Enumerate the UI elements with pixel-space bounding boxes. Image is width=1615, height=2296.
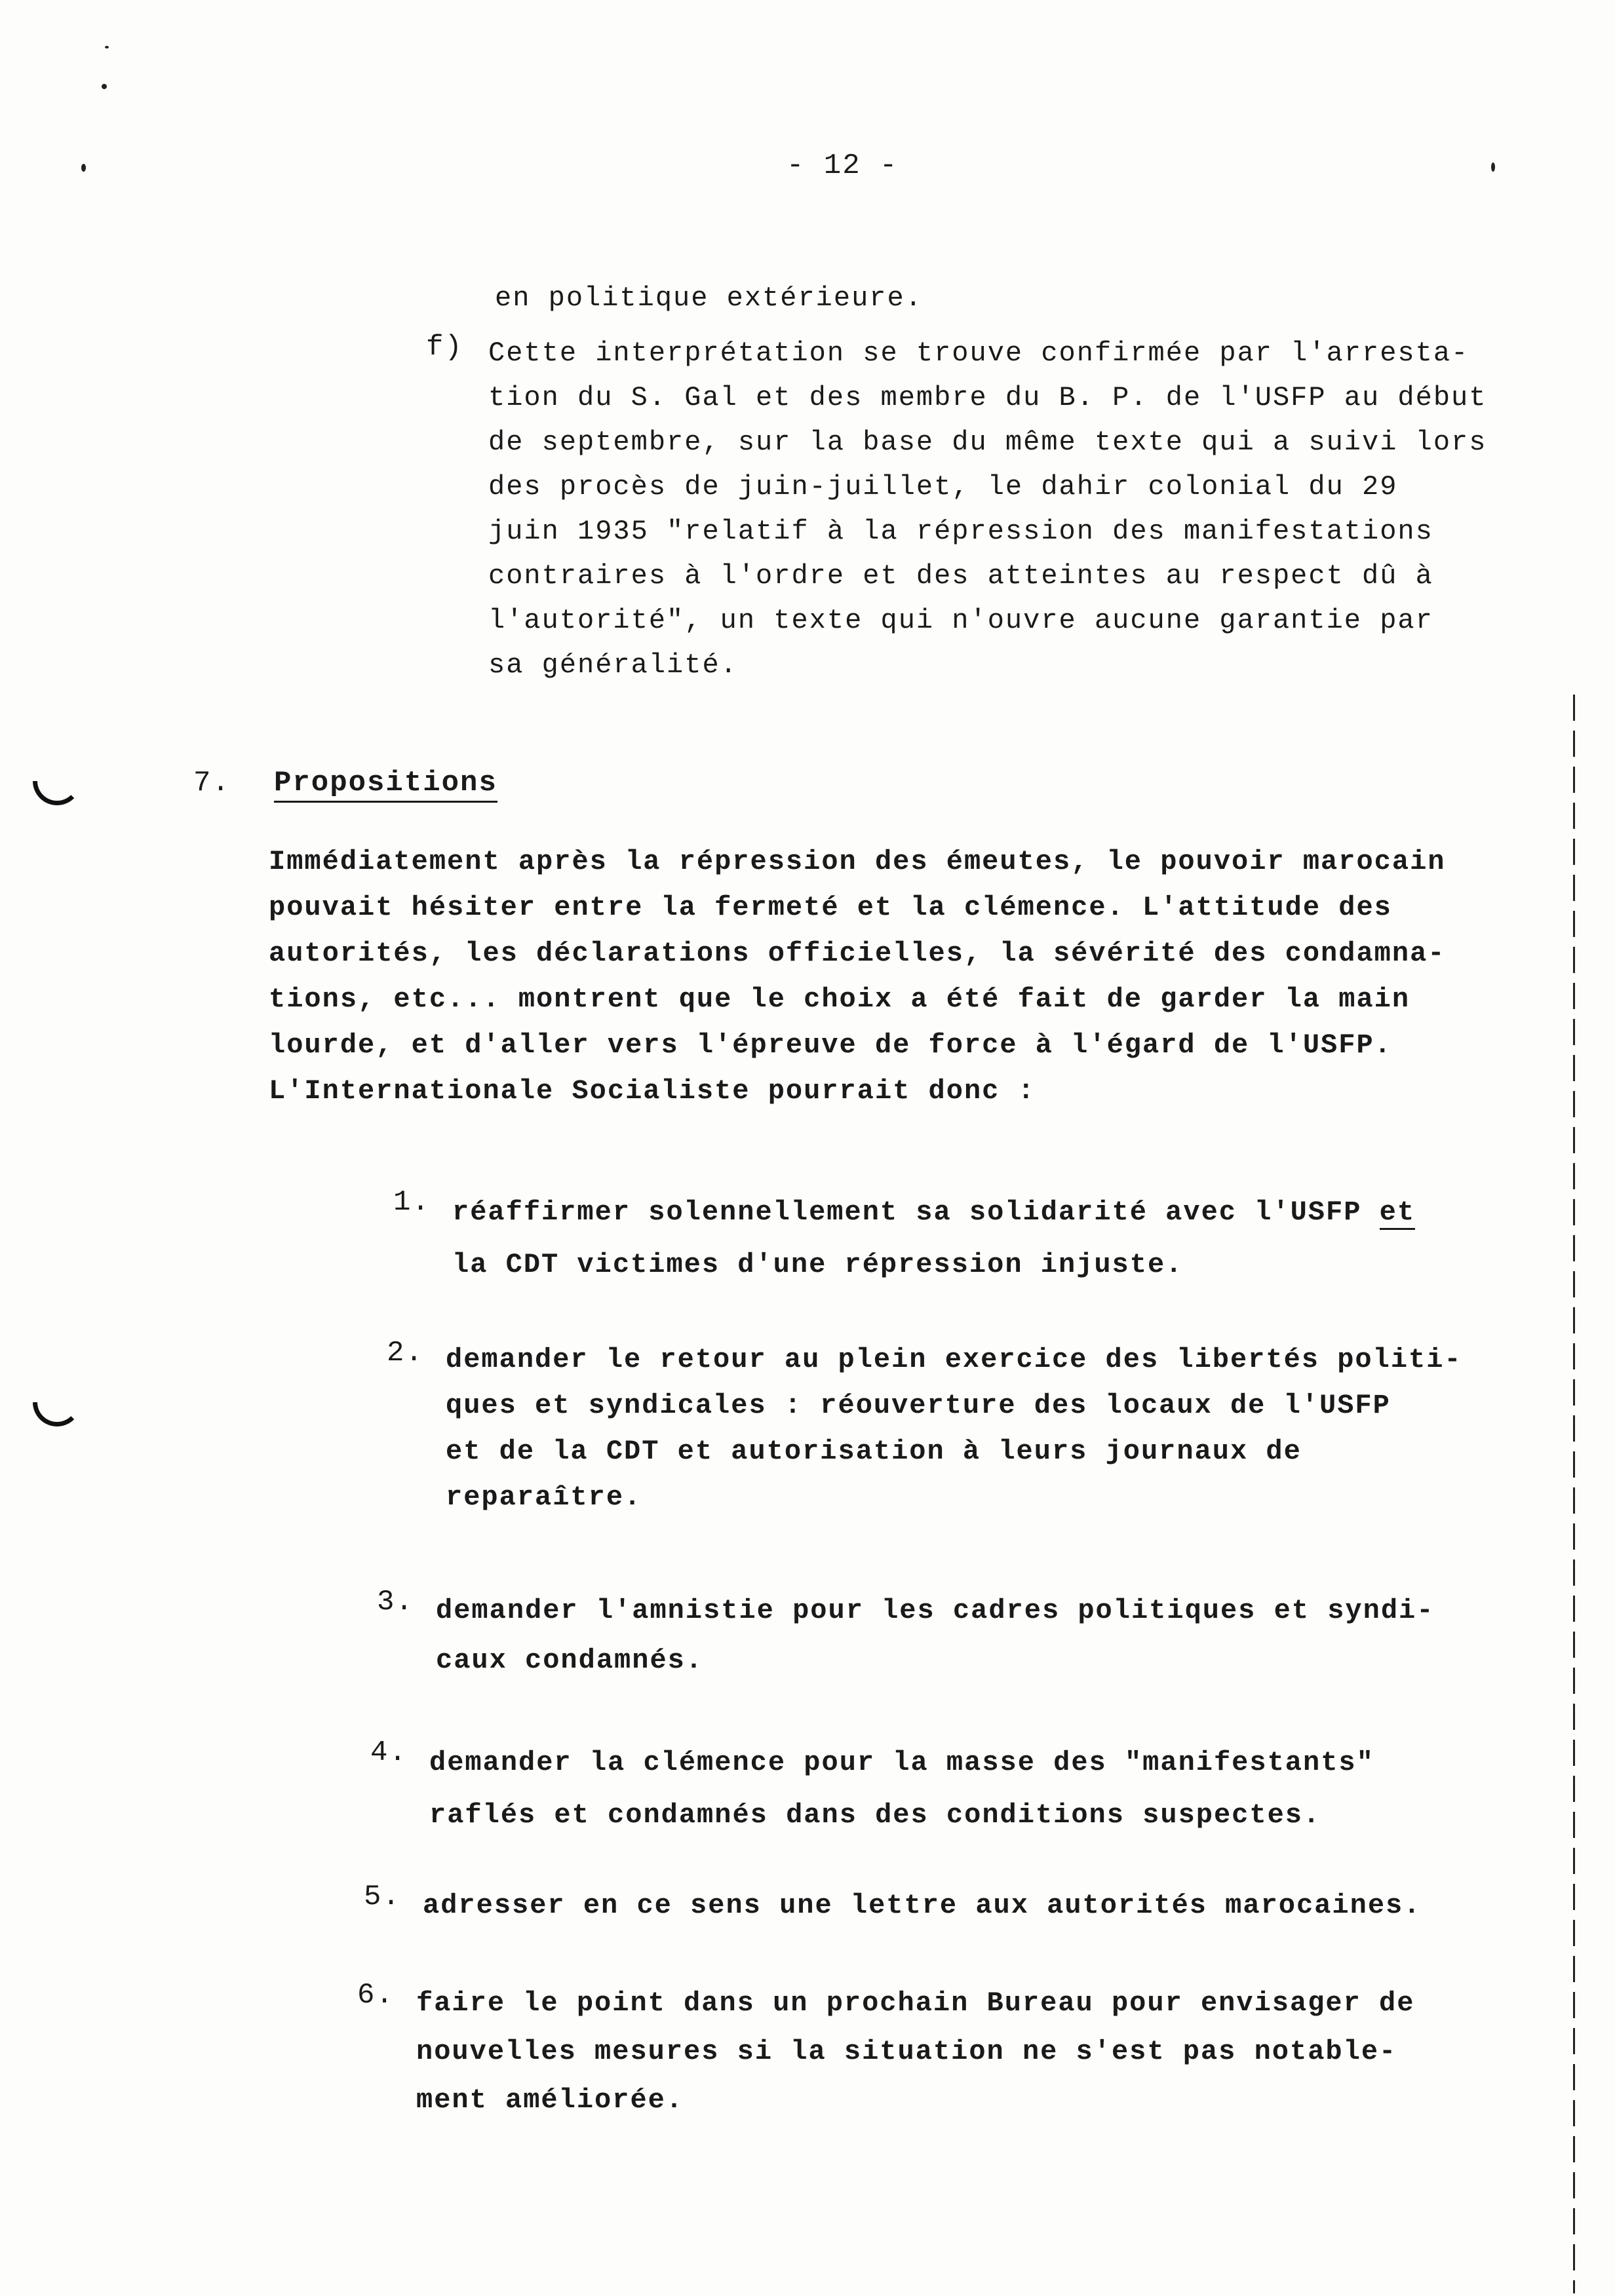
text-line: faire le point dans un prochain Bureau pour envisager de <box>416 1987 1415 2019</box>
page-edge-line <box>1573 695 1575 2293</box>
underlined-word: et <box>1380 1196 1415 1230</box>
list-item <box>429 1736 1374 1841</box>
text-line: Cette interprétation se trouve confirmée par l'arresta- <box>488 337 1469 369</box>
text-line: la CDT victimes d'une répression injuste. <box>452 1249 1184 1280</box>
text-line: tions, etc... montrent que le choix a été fait de garder la main <box>269 984 1411 1015</box>
list-item <box>446 1337 1462 1520</box>
text-line: autorités, les déclarations officielles, la sévérité des condamna- <box>269 938 1446 969</box>
text-line-part: réaffirmer solennellement sa solidarité avec l'USFP <box>452 1196 1362 1228</box>
list-item <box>423 1881 1421 1930</box>
text-line: L'Internationale Socialiste pourrait donc : <box>269 1075 1036 1107</box>
continuation-text <box>495 275 923 321</box>
scan-speck <box>105 46 109 48</box>
text-line: caux condamnés. <box>436 1645 704 1676</box>
text-line: Immédiatement après la répression des émeutes, le pouvoir marocain <box>269 846 1446 877</box>
text-line: sa généralité. <box>488 649 738 681</box>
text-line: en politique extérieure. <box>495 282 923 314</box>
text-line: demander l'amnistie pour les cadres politiques et syndi- <box>436 1595 1435 1626</box>
section-number: 7. <box>193 767 231 799</box>
list-item-number: 3. <box>377 1586 414 1618</box>
section-title: Propositions <box>274 767 497 803</box>
text-line: demander le retour au plein exercice des libertés politi- <box>446 1344 1462 1375</box>
item-f-paragraph <box>488 331 1487 687</box>
page-number: - 12 - <box>787 149 899 182</box>
margin-mark <box>33 1402 81 1426</box>
section-intro <box>269 839 1445 1114</box>
text-line: ques et syndicales : réouverture des locaux de l'USFP <box>446 1390 1391 1421</box>
text-line: adresser en ce sens une lettre aux autorités marocaines. <box>423 1890 1422 1921</box>
text-line: pouvait hésiter entre la fermeté et la clémence. L'attitude des <box>269 892 1392 923</box>
text-line: de septembre, sur la base du même texte qui a suivi lors <box>488 427 1487 458</box>
list-item <box>416 1979 1414 2124</box>
list-item-number: 6. <box>357 1979 395 2012</box>
text-line: reparaître. <box>446 1482 642 1513</box>
text-line: lourde, et d'aller vers l'épreuve de force à l'égard de l'USFP. <box>269 1029 1392 1061</box>
list-item <box>452 1186 1415 1291</box>
text-line: juin 1935 "relatif à la répression des manifestations <box>488 516 1433 547</box>
list-item-number: 4. <box>370 1736 408 1769</box>
list-item-number: 2. <box>387 1337 424 1369</box>
scan-speck <box>1491 163 1495 172</box>
list-item-number: 5. <box>364 1881 401 1913</box>
scan-speck <box>102 84 107 89</box>
text-line: contraires à l'ordre et des atteintes au respect dû à <box>488 560 1433 592</box>
text-line: tion du S. Gal et des membre du B. P. de l'USFP au début <box>488 382 1487 413</box>
text-line: et de la CDT et autorisation à leurs journaux de <box>446 1436 1302 1467</box>
text-line: des procès de juin-juillet, le dahir colonial du 29 <box>488 471 1398 503</box>
text-line: l'autorité", un texte qui n'ouvre aucune garantie par <box>488 605 1433 636</box>
list-item-number: 1. <box>393 1186 431 1219</box>
text-line: nouvelles mesures si la situation ne s'est pas notable- <box>416 2036 1397 2067</box>
scan-speck <box>81 164 86 172</box>
text-line: demander la clémence pour la masse des "manifestants" <box>429 1747 1374 1778</box>
item-f-label: f) <box>426 331 463 364</box>
margin-mark <box>33 781 81 805</box>
text-line <box>452 1186 1415 1238</box>
list-item <box>436 1586 1434 1685</box>
text-line: ment améliorée. <box>416 2084 684 2116</box>
text-line: raflés et condamnés dans des conditions suspectes. <box>429 1799 1321 1831</box>
